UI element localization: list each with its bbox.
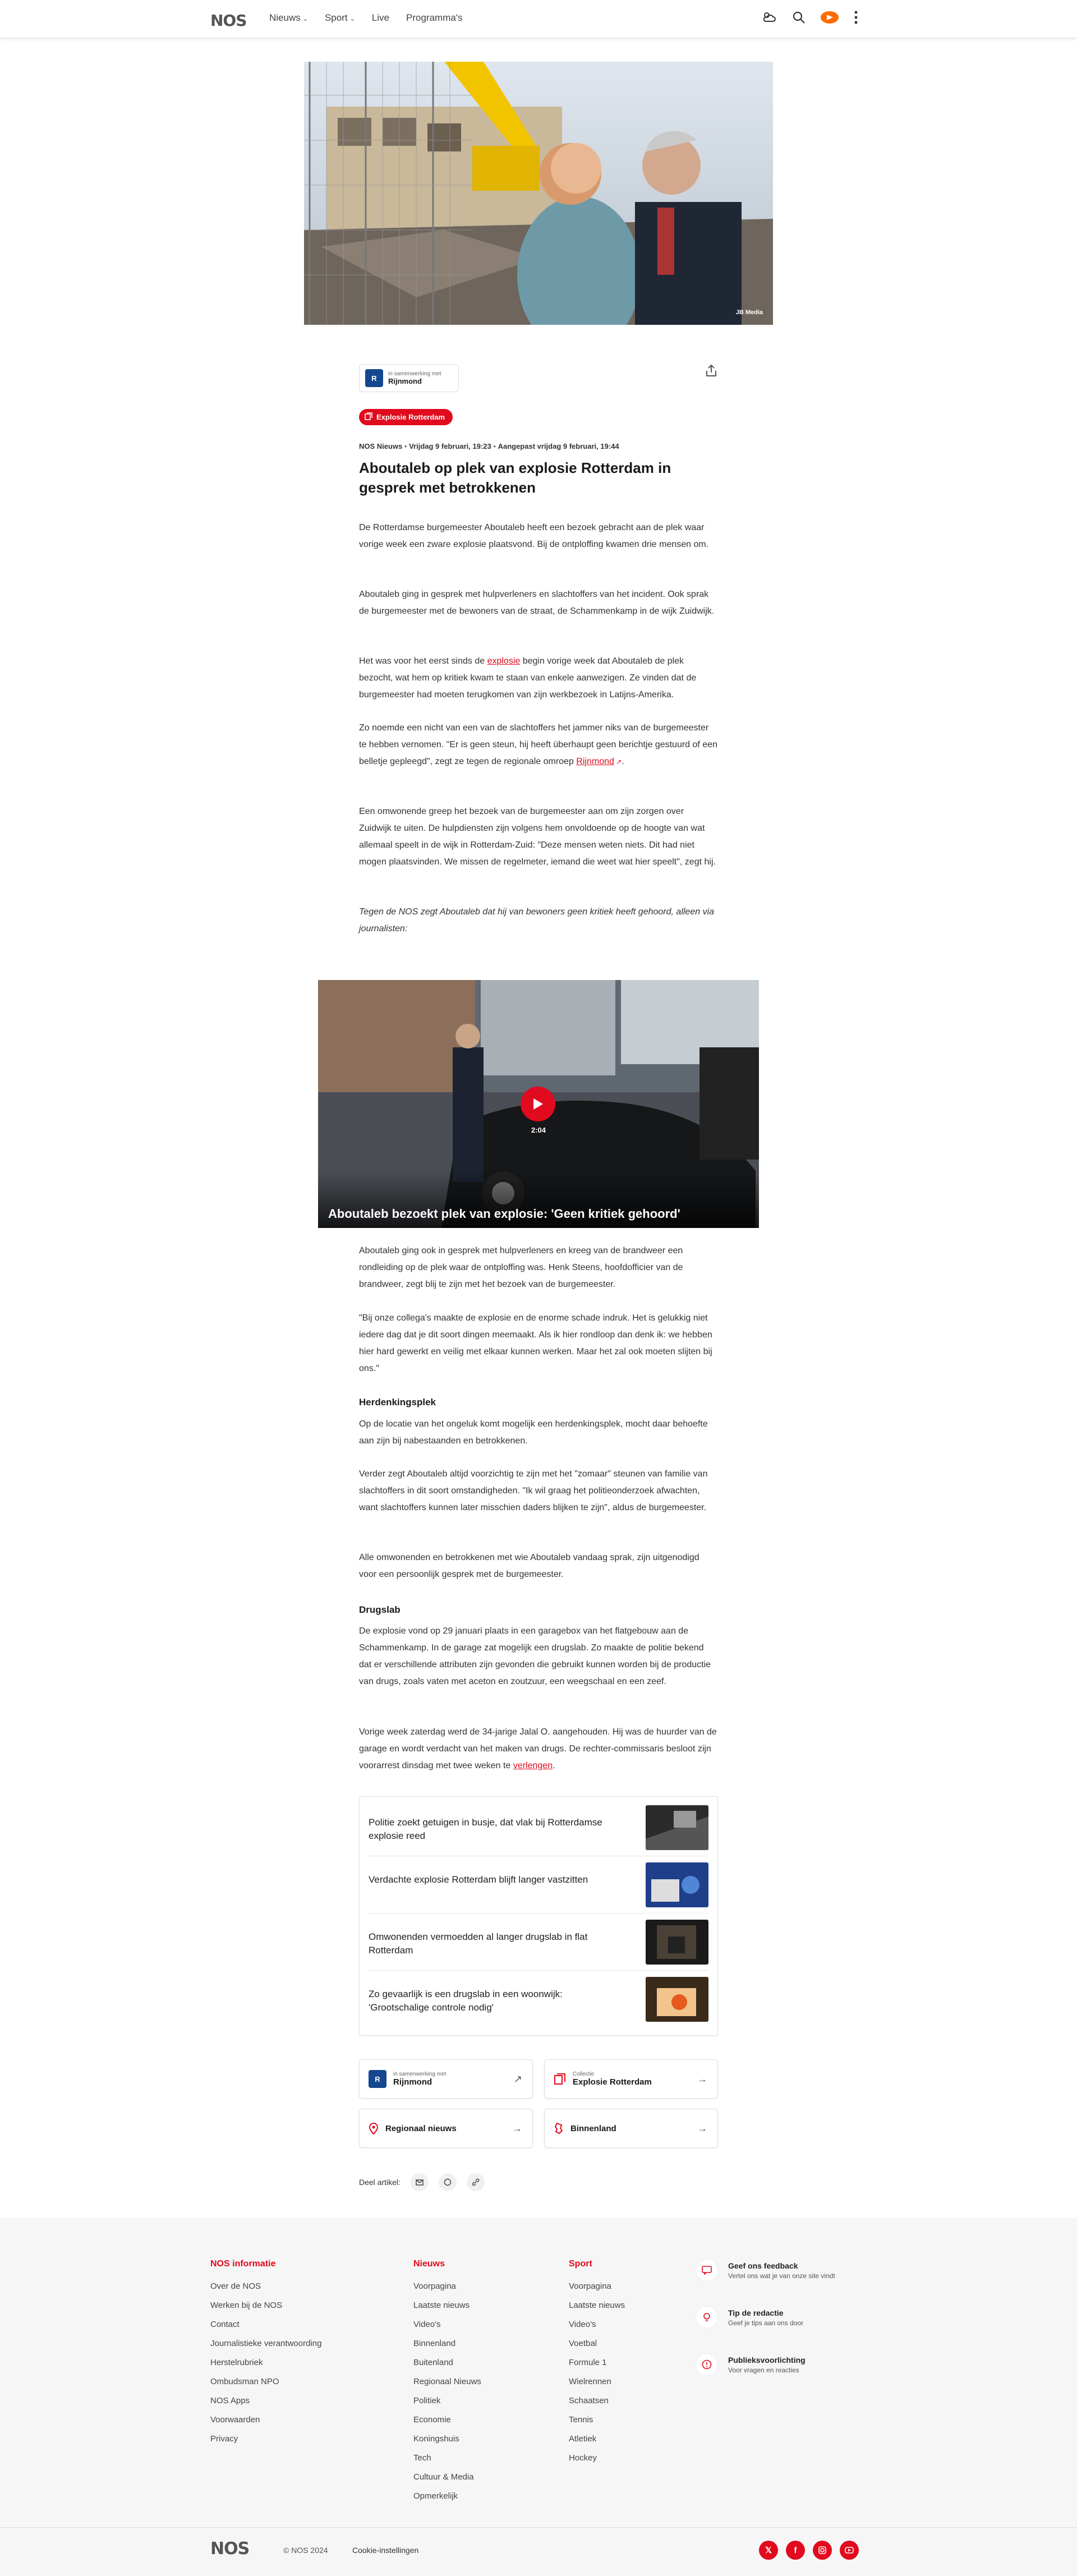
arrow-right-icon: → bbox=[697, 2123, 707, 2134]
related-item[interactable] bbox=[369, 1799, 708, 1856]
footer-link[interactable]: Opmerkelijk bbox=[413, 2491, 458, 2501]
related-item[interactable] bbox=[369, 1856, 708, 1913]
meta-source: NOS Nieuws bbox=[359, 442, 403, 450]
paragraph: Aboutaleb ging ook in gesprek met hulpverleners en kreeg van de brandweer een rondleiding op de plek waar de ontploffing was. Henk Steens, hoofdofficier van de brandweer, zegt blij te zijn met het bezoek van de burgemeester. bbox=[359, 1246, 683, 1289]
footer-link[interactable]: Privacy bbox=[210, 2434, 238, 2444]
search-icon[interactable] bbox=[792, 11, 806, 24]
rijnmond-logo-icon: R bbox=[365, 369, 383, 387]
footer-link[interactable]: Hockey bbox=[569, 2453, 597, 2463]
card-collectie[interactable] bbox=[544, 2059, 718, 2099]
footer-link[interactable]: Economie bbox=[413, 2415, 451, 2425]
feedback-icon bbox=[696, 2259, 718, 2281]
social-links bbox=[759, 2541, 859, 2560]
footer-link[interactable]: Formule 1 bbox=[569, 2358, 607, 2367]
paragraph: "Bij onze collega's maakte de explosie en de enorme schade indruk. Het is gelukkig niet iedere dag dat je dit soort dingen meemaakt. Als ik hier rondloop dan denk ik: we hebben hier hard gewerkt en veilig met elkaar kunnen werken. Maar het zal ook moeten slijten bij ons." bbox=[359, 1313, 712, 1373]
footer-column-nieuws bbox=[413, 2259, 481, 2506]
card-rijnmond[interactable] bbox=[359, 2059, 533, 2099]
arrow-right-icon: → bbox=[697, 2073, 707, 2085]
publieks-subtitle: Voor vragen en reacties bbox=[728, 2366, 799, 2374]
paragraph bbox=[359, 653, 718, 703]
footer-link[interactable]: Buitenland bbox=[413, 2358, 453, 2367]
paragraph: Tegen de NOS zegt Aboutaleb dat hij van bewoners geen kritiek heeft gehoord, alleen via journalisten: bbox=[359, 907, 715, 933]
feedback-subtitle: Vertel ons wat je van onze site vindt bbox=[728, 2272, 835, 2280]
related-thumbnail bbox=[646, 1805, 708, 1850]
netherlands-map-icon bbox=[554, 2122, 564, 2135]
footer-nos-logo[interactable]: NOS bbox=[210, 2539, 250, 2559]
related-item[interactable] bbox=[369, 1971, 708, 2028]
footer-link[interactable]: Koningshuis bbox=[413, 2434, 459, 2444]
nav-label: Sport bbox=[324, 12, 348, 23]
external-arrow-icon: ↗ bbox=[513, 2073, 522, 2085]
location-pin-icon bbox=[369, 2122, 379, 2135]
footer-link[interactable]: Voorpagina bbox=[569, 2281, 611, 2291]
footer-link[interactable]: Binnenland bbox=[413, 2339, 456, 2348]
collection-icon bbox=[554, 2073, 566, 2085]
link-rijnmond[interactable]: Rijnmond bbox=[576, 757, 614, 766]
related-articles bbox=[359, 1796, 718, 2036]
footer-link[interactable]: Regionaal Nieuws bbox=[413, 2377, 481, 2386]
footer-link[interactable]: NOS Apps bbox=[210, 2396, 250, 2405]
tip-title: Tip de redactie bbox=[728, 2308, 784, 2317]
email-icon[interactable] bbox=[411, 2173, 429, 2191]
meta-separator: • bbox=[404, 442, 409, 450]
tip-link[interactable] bbox=[696, 2306, 875, 2329]
footer-link[interactable]: Journalistieke verantwoording bbox=[210, 2339, 322, 2348]
x-icon[interactable]: 𝕏 bbox=[759, 2541, 778, 2560]
video-player[interactable] bbox=[318, 980, 759, 1228]
nav-label: Nieuws bbox=[269, 12, 301, 23]
related-thumbnail bbox=[646, 1862, 708, 1907]
feedback-link[interactable] bbox=[696, 2259, 875, 2281]
partner-badge[interactable] bbox=[359, 364, 459, 392]
collection-tag-label: Explosie Rotterdam bbox=[376, 413, 445, 421]
top-navigation-bar bbox=[0, 0, 1077, 38]
collection-tag[interactable] bbox=[359, 409, 453, 425]
play-icon[interactable] bbox=[521, 1087, 555, 1121]
subheading: Herdenkingsplek bbox=[359, 1397, 436, 1407]
footer-link[interactable]: Voetbal bbox=[569, 2339, 597, 2348]
related-thumbnail bbox=[646, 1977, 708, 2022]
card-caption: Collectie bbox=[573, 2071, 595, 2077]
hero-image bbox=[304, 62, 773, 325]
paragraph: De explosie vond op 29 januari plaats in een garagebox van het flatgebouw aan de Schammenkamp. In de garage zat mogelijk een drugslab. Zo maakte de politie bekend dat er verschillende attributen zijn gevonden die gebruikt kunnen worden bij de productie van drugs, zoals vaten met aceton en zoutzuur, een weegschaal en een zeef. bbox=[359, 1626, 711, 1686]
footer bbox=[0, 2218, 1077, 2576]
text: . bbox=[622, 757, 624, 766]
footer-link[interactable]: Laatste nieuws bbox=[569, 2301, 625, 2310]
card-label: Binnenland bbox=[570, 2123, 616, 2133]
text: Het was voor het eerst sinds de bbox=[359, 656, 487, 666]
footer-link[interactable]: Voorwaarden bbox=[210, 2415, 260, 2425]
card-binnenland[interactable] bbox=[544, 2109, 718, 2148]
paragraph: Een omwonende greep het bezoek van de burgemeester aan om zijn zorgen over Zuidwijk te uiten. De hulpdiensten zijn volgens hem onvoldoende op de hoogte van wat allemaal speelt in de wijk in Rotterdam-Zuid: "Deze mensen weten niets. Dit had niet mogen plaatsvinden. We missen de regelmeter, iemand die weet wat hier speelt", zegt hij. bbox=[359, 807, 716, 867]
feedback-title: Geef ons feedback bbox=[728, 2261, 798, 2270]
share-bar bbox=[359, 2173, 485, 2191]
paragraph: De Rotterdamse burgemeester Aboutaleb heeft een bezoek gebracht aan de plek waar vorige week een zware explosie plaatsvond. Bij de ontploffing kwamen drie mensen om. bbox=[359, 523, 709, 549]
footer-heading: NOS informatie bbox=[210, 2259, 276, 2269]
chevron-down-icon: ⌄ bbox=[349, 16, 355, 22]
chevron-down-icon: ⌄ bbox=[302, 16, 308, 22]
nav-item-live[interactable]: Live bbox=[371, 12, 390, 23]
external-link-icon: ↗ bbox=[614, 758, 622, 766]
video-title: Aboutaleb bezoekt plek van explosie: 'Geen kritiek gehoord' bbox=[328, 1207, 680, 1221]
related-item[interactable] bbox=[369, 1913, 708, 1971]
more-icon[interactable] bbox=[854, 10, 858, 25]
nos-logo[interactable]: NOS bbox=[210, 11, 247, 30]
footer-link[interactable]: Video's bbox=[569, 2320, 596, 2329]
related-title: Zo gevaarlijk is een drugslab in een woonwijk: 'Grootschalige controle nodig' bbox=[369, 1989, 563, 2013]
footer-link[interactable]: Atletiek bbox=[569, 2434, 597, 2444]
paragraph: Alle omwonenden en betrokkenen met wie Aboutaleb vandaag sprak, zijn uitgenodigd voor een persoonlijk gesprek met de burgemeester. bbox=[359, 1553, 699, 1579]
meta-separator: • bbox=[493, 442, 498, 450]
partner-name: Rijnmond bbox=[388, 377, 422, 385]
video-duration: 2:04 bbox=[531, 1126, 546, 1134]
text: Zo noemde een nicht van een van de slachtoffers het jammer niks van de burgemeester te hebben vernomen. "Er is geen steun, hij heeft überhaupt geen berichtje gestuurd of een belletje gepleegd", zegt ze tegen de regionale omroep bbox=[359, 723, 718, 766]
related-title: Verdachte explosie Rotterdam blijft langer vastzitten bbox=[369, 1874, 588, 1885]
instagram-icon[interactable] bbox=[813, 2541, 832, 2560]
weather-icon[interactable] bbox=[761, 10, 777, 25]
footer-link[interactable]: Wielrennen bbox=[569, 2377, 611, 2386]
meta-updated: Aangepast vrijdag 9 februari, 19:44 bbox=[498, 442, 619, 450]
nav-item-nieuws[interactable] bbox=[269, 12, 308, 24]
text: . bbox=[553, 1761, 555, 1770]
footer-bottom-bar bbox=[0, 2527, 1077, 2576]
tip-subtitle: Geef je tips aan ons door bbox=[728, 2319, 804, 2327]
footer-link[interactable]: Werken bij de NOS bbox=[210, 2301, 283, 2310]
footer-link[interactable]: Over de NOS bbox=[210, 2281, 261, 2291]
footer-column-sport bbox=[569, 2259, 625, 2468]
rijnmond-logo-icon: R bbox=[369, 2070, 386, 2088]
related-title: Omwonenden vermoedden al langer drugslab in flat Rotterdam bbox=[369, 1931, 588, 1956]
cookie-settings-link[interactable]: Cookie-instellingen bbox=[352, 2546, 419, 2555]
footer-link[interactable]: Tech bbox=[413, 2453, 431, 2463]
partner-caption: in samenwerking met bbox=[388, 371, 441, 377]
footer-link[interactable]: Contact bbox=[210, 2320, 240, 2329]
card-label: Explosie Rotterdam bbox=[573, 2077, 652, 2087]
article-headline: Aboutaleb op plek van explosie Rotterdam in gesprek met betrokkenen bbox=[359, 459, 671, 496]
publieks-title: Publieksvoorlichting bbox=[728, 2356, 806, 2365]
whatsapp-icon[interactable] bbox=[439, 2173, 457, 2191]
meta-published: Vrijdag 9 februari, 19:23 bbox=[409, 442, 491, 450]
footer-link[interactable]: Voorpagina bbox=[413, 2281, 456, 2291]
photo-credit: JB Media bbox=[735, 309, 763, 316]
youtube-icon[interactable] bbox=[840, 2541, 859, 2560]
footer-link[interactable]: Politiek bbox=[413, 2396, 441, 2405]
paragraph: Aboutaleb ging in gesprek met hulpverleners en slachtoffers van het incident. Ook sprak de burgemeester met de bewoners van de straat, de Schammenkamp in de wijk Zuidwijk. bbox=[359, 590, 715, 616]
paragraph: Verder zegt Aboutaleb altijd voorzichtig te zijn met het "zomaar" steunen van familie van slachtoffers in dit soort omstandigheden. "Ik wil graag het politieonderzoek afwachten, want slachtoffers kunnen later misschien daders blijken te zijn", aldus de burgemeester. bbox=[359, 1469, 708, 1512]
arrow-right-icon: → bbox=[512, 2123, 522, 2134]
text: Vorige week zaterdag werd de 34-jarige Jalal O. aangehouden. Hij was de huurder van de garage en wordt verdacht van het maken van drugs. De rechter-commissaris besloot zijn voorarrest dinsdag met twee weken te bbox=[359, 1727, 717, 1770]
text: begin vorige week dat Aboutaleb de plek bezocht, wat hem op kritiek kwam te staan van enkele aanwezigen. Ze vinden dat de burgemeester had moeten terugkomen van zijn werkbezoek in Latijns-Amerika. bbox=[359, 656, 697, 700]
card-label: Rijnmond bbox=[393, 2077, 432, 2087]
link-verlengen[interactable]: verlengen bbox=[513, 1761, 553, 1770]
lightbulb-icon bbox=[696, 2306, 718, 2329]
footer-column-nos-informatie bbox=[210, 2259, 321, 2449]
article-meta bbox=[359, 442, 619, 450]
facebook-icon[interactable]: f bbox=[786, 2541, 805, 2560]
share-icon[interactable] bbox=[704, 364, 719, 381]
publieksvoorlichting-link[interactable] bbox=[696, 2353, 875, 2376]
footer-heading: Sport bbox=[569, 2259, 592, 2269]
paragraph: Op de locatie van het ongeluk komt mogelijk een herdenkingsplek, mocht daar behoefte aan zijn bij nabestaanden en betrokkenen. bbox=[359, 1419, 708, 1446]
footer-link[interactable]: Video's bbox=[413, 2320, 441, 2329]
header-icons bbox=[761, 10, 858, 25]
npo-start-icon[interactable] bbox=[820, 11, 839, 24]
share-label: Deel artikel: bbox=[359, 2178, 401, 2187]
card-regionaal[interactable] bbox=[359, 2109, 533, 2148]
footer-link[interactable]: Cultuur & Media bbox=[413, 2472, 474, 2482]
card-caption: in samenwerking met bbox=[393, 2071, 447, 2077]
copyright: © NOS 2024 bbox=[283, 2546, 328, 2555]
related-title: Politie zoekt getuigen in busje, dat vlak bij Rotterdamse explosie reed bbox=[369, 1817, 602, 1841]
link-icon[interactable] bbox=[467, 2173, 485, 2191]
card-label: Regionaal nieuws bbox=[385, 2123, 457, 2133]
paragraph bbox=[359, 1724, 718, 1774]
footer-heading: Nieuws bbox=[413, 2259, 445, 2269]
footer-link[interactable]: Schaatsen bbox=[569, 2396, 609, 2405]
collection-icon bbox=[365, 412, 372, 422]
footer-link[interactable]: Laatste nieuws bbox=[413, 2301, 470, 2310]
main-nav bbox=[269, 12, 463, 24]
footer-link[interactable]: Herstelrubriek bbox=[210, 2358, 263, 2367]
link-explosie[interactable]: explosie bbox=[487, 656, 521, 666]
footer-link[interactable]: Tennis bbox=[569, 2415, 593, 2425]
related-thumbnail bbox=[646, 1920, 708, 1965]
nav-item-programmas[interactable]: Programma's bbox=[406, 12, 463, 23]
info-icon bbox=[696, 2353, 718, 2376]
subheading: Drugslab bbox=[359, 1604, 401, 1615]
footer-link[interactable]: Ombudsman NPO bbox=[210, 2377, 279, 2386]
paragraph bbox=[359, 720, 718, 770]
nav-item-sport[interactable] bbox=[325, 12, 355, 24]
